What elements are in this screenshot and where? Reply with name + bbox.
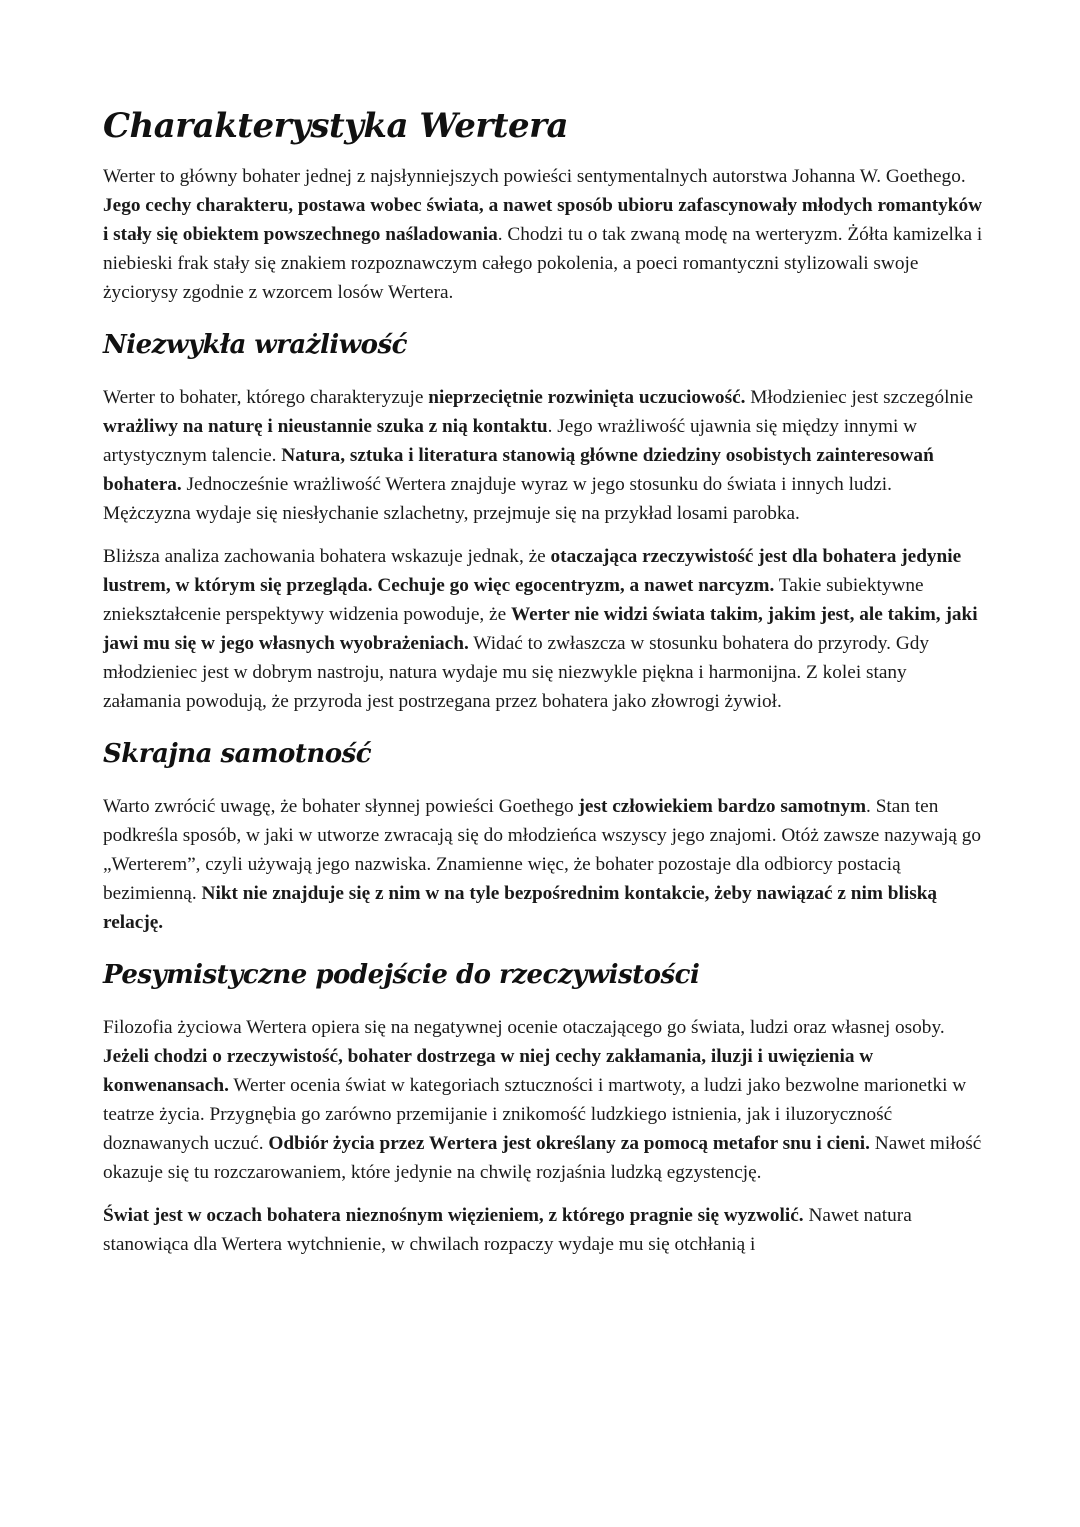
- paragraph: [103, 162, 983, 307]
- paragraph: [103, 1201, 983, 1259]
- text-run: Werter to główny bohater jednej z najsłynniejszych powieści sentymentalnych autorstwa Johanna W. Goethego.: [103, 166, 966, 187]
- bold-text: Natura, sztuka i literatura stanowią główne dziedziny osobistych zainteresowań bohatera.: [103, 445, 934, 495]
- bold-text: Świat jest w oczach bohatera nieznośnym więzieniem, z którego pragnie się wyzwolić.: [103, 1205, 804, 1226]
- text-run: . Stan ten podkreśla sposób, w jaki w utworze zwracają się do młodzieńca wszyscy jego znajomi. Otóż zawsze nazywają go „Werterem”, czyli używają jego nazwiska. Znamienne więc, że bohater pozostaje dla odbiorcy postacią bezimienną.: [103, 796, 982, 904]
- section-heading: Pesymistyczne podejście do rzeczywistości: [103, 960, 700, 990]
- paragraph: [103, 792, 983, 937]
- section-heading: Niezwykła wrażliwość: [103, 330, 407, 360]
- text-run: Widać to zwłaszcza w stosunku bohatera do przyrody. Gdy młodzieniec jest w dobrym nastroju, natura wydaje mu się niezwykle piękna i harmonijna. Z kolei stany załamania powodują, że przyroda jest postrzegana przez bohatera jako złowrogi żywioł.: [103, 633, 930, 712]
- text-run: Bliższa analiza zachowania bohatera wskazuje jednak, że: [103, 546, 551, 567]
- text-run: Werter ocenia świat w kategoriach sztuczności i martwoty, a ludzi jako bezwolne marionetki w teatrze życia. Przygnębia go zarówno przemijanie i znikomość ludzkiego istnienia, jak i iluzoryczność doznawanych uczuć.: [103, 1075, 967, 1154]
- paragraph: [103, 542, 983, 716]
- text-run: Warto zwrócić uwagę, że bohater słynnej powieści Goethego: [103, 796, 579, 817]
- bold-text: nieprzeciętnie rozwinięta uczuciowość.: [428, 387, 746, 408]
- document-page: [103, 100, 983, 1273]
- paragraph: [103, 383, 983, 528]
- page-title: Charakterystyka Wertera: [103, 106, 569, 146]
- text-run: Nawet natura stanowiąca dla Wertera wytchnienie, w chwilach rozpaczy wydaje mu się otchłanią i: [103, 1205, 912, 1255]
- text-run: Nawet miłość okazuje się tu rozczarowaniem, które jedynie na chwilę rozjaśnia ludzką egzystencję.: [103, 1133, 982, 1183]
- document-content: [103, 162, 983, 1259]
- section: [103, 325, 983, 716]
- bold-text: Werter nie widzi świata takim, jakim jest, ale takim, jaki jawi mu się w jego własnych wyobrażeniach.: [103, 604, 978, 654]
- bold-text: Odbiór życia przez Wertera jest określany za pomocą metafor snu i cieni.: [268, 1133, 870, 1154]
- section: [103, 734, 983, 937]
- text-run: . Jego wrażliwość ujawnia się między innymi w artystycznym talencie.: [103, 416, 918, 466]
- section-heading: Skrajna samotność: [103, 739, 372, 769]
- text-run: Werter to bohater, którego charakteryzuje: [103, 387, 429, 408]
- section: [103, 162, 983, 307]
- paragraph: [103, 1013, 983, 1187]
- text-run: . Chodzi tu o tak zwaną modę na werteryzm. Żółta kamizelka i niebieski frak stały się znakiem rozpoznawczym całego pokolenia, a poeci romantyczni stylizowali swoje życiorysy zgodnie z wzorcem losów Wertera.: [103, 224, 983, 303]
- bold-text: wrażliwy na naturę i nieustannie szuka z nią kontaktu: [103, 416, 548, 437]
- bold-text: Nikt nie znajduje się z nim w na tyle bezpośrednim kontakcie, żeby nawiązać z nim bliską relację.: [103, 883, 938, 933]
- bold-text: Jeżeli chodzi o rzeczywistość, bohater dostrzega w niej cechy zakłamania, iluzji i uwięzienia w konwenansach.: [103, 1046, 874, 1096]
- text-run: Młodzieniec jest szczególnie: [745, 387, 974, 408]
- bold-text: Jego cechy charakteru, postawa wobec świata, a nawet sposób ubioru zafascynowały młodych romantyków i stały się obiektem powszechnego naśladowania: [103, 195, 983, 245]
- text-run: Jednocześnie wrażliwość Wertera znajduje wyraz w jego stosunku do świata i innych ludzi. Mężczyzna wydaje się niesłychanie szlachetny, przejmuje się na przykład losami parobka.: [103, 474, 892, 524]
- section: [103, 955, 983, 1259]
- text-run: Filozofia życiowa Wertera opiera się na negatywnej ocenie otaczającego go świata, ludzi oraz własnej osoby.: [103, 1017, 945, 1038]
- bold-text: jest człowiekiem bardzo samotnym: [578, 796, 867, 817]
- text-run: Takie subiektywne zniekształcenie perspektywy widzenia powoduje, że: [103, 575, 924, 625]
- bold-text: otaczająca rzeczywistość jest dla bohatera jedynie lustrem, w którym się przegląda. Cechuje go więc egocentryzm, a nawet narcyzm.: [103, 546, 962, 596]
